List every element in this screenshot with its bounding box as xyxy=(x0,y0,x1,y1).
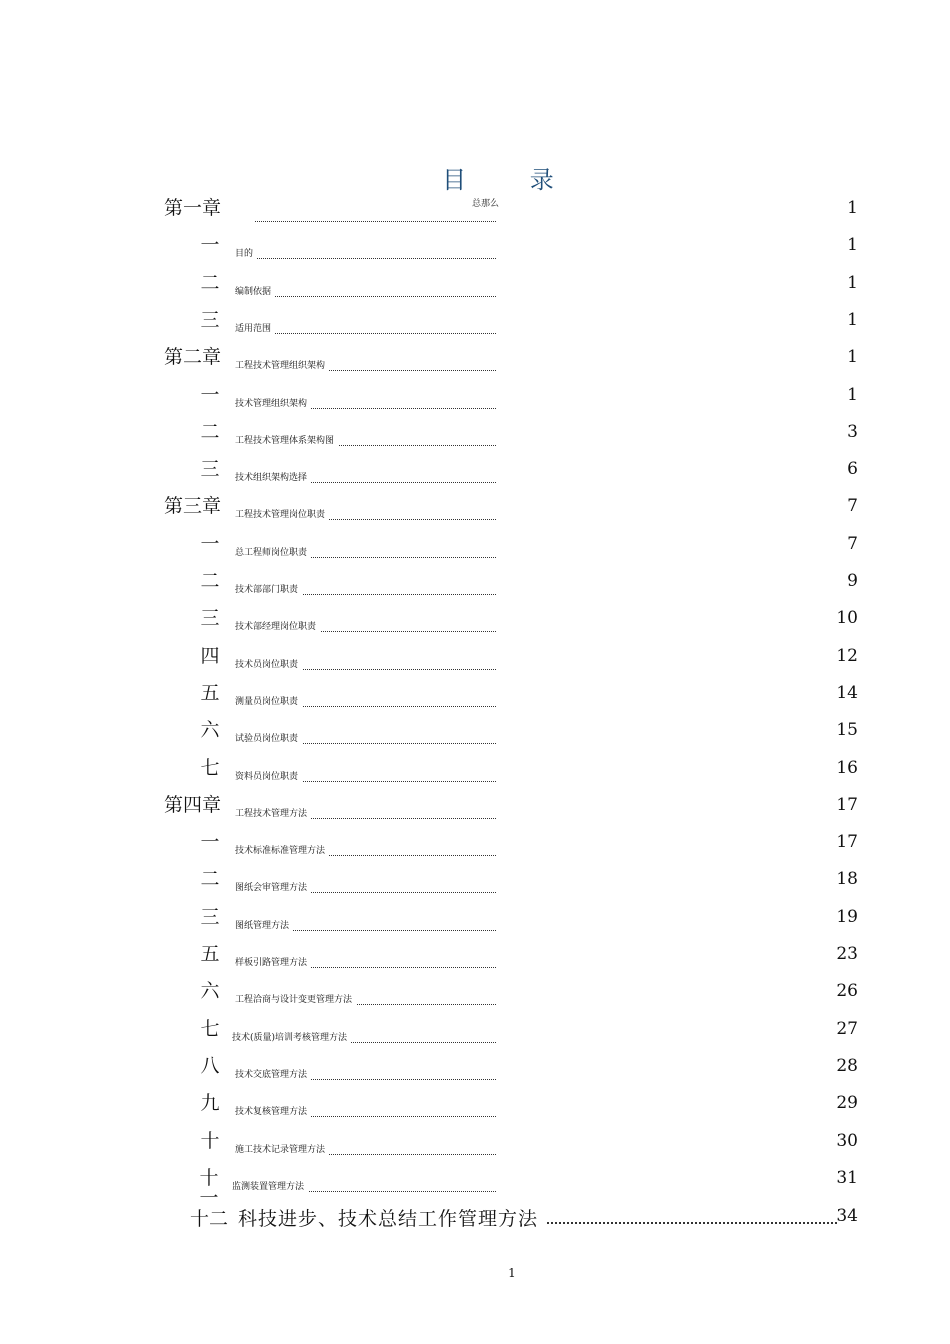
toc-entry[interactable] xyxy=(0,942,950,979)
toc-entry-page: 1 xyxy=(847,347,858,368)
toc-entry-page: 1 xyxy=(847,198,858,218)
toc-entry-page: 6 xyxy=(847,459,858,480)
toc-entry-page: 1 xyxy=(847,235,858,256)
toc-entry-page: 34 xyxy=(836,1206,858,1226)
toc-entry-page: 1 xyxy=(847,384,858,405)
toc-entry-number: 六 xyxy=(200,719,220,742)
toc-entry-page: 29 xyxy=(836,1093,858,1114)
toc-entry-number: 二 xyxy=(200,868,220,891)
toc-entry-number: 第二章 xyxy=(164,346,222,369)
toc-entry-label: 工程技术管理组织架构 xyxy=(235,361,329,372)
toc-entry[interactable] xyxy=(0,271,950,308)
toc-entry-label: 试验员岗位职责 xyxy=(235,734,302,745)
toc-entry[interactable] xyxy=(0,867,950,904)
toc-entry-page: 17 xyxy=(836,832,858,853)
toc-title: 目 录 xyxy=(442,166,582,194)
toc-entry-number: 三 xyxy=(200,458,220,481)
toc-entry-number: 十一 xyxy=(199,1166,219,1209)
toc-entry[interactable] xyxy=(0,830,950,867)
toc-entry-label: 工程洽商与设计变更管理方法 xyxy=(235,995,356,1006)
toc-entry-number: 八 xyxy=(200,1054,220,1077)
toc-entry-label: 总工程师岗位职责 xyxy=(235,548,311,559)
toc-entry-label: 工程技术管理岗位职责 xyxy=(235,510,329,521)
toc-entry-page: 3 xyxy=(847,421,858,442)
toc-entry-number: 二 xyxy=(200,420,220,443)
toc-entry-label: 科技进步、技术总结工作管理方法 xyxy=(238,1204,546,1231)
toc-subtitle: 总那么 xyxy=(472,199,500,209)
toc-entry-number: 三 xyxy=(200,308,220,331)
toc-entry-label: 技术交底管理方法 xyxy=(235,1070,311,1081)
toc-leader-dots xyxy=(255,333,496,334)
toc-entry[interactable] xyxy=(0,233,950,270)
toc-entry-page: 10 xyxy=(836,608,858,629)
toc-entry-page: 23 xyxy=(836,944,858,964)
toc-entry[interactable] xyxy=(0,1091,950,1128)
toc-entry-page: 28 xyxy=(836,1055,858,1076)
toc-entry-page: 7 xyxy=(847,533,858,554)
toc-entry[interactable] xyxy=(0,308,950,345)
toc-entry-number: 一 xyxy=(200,234,220,257)
toc-entry-page: 16 xyxy=(836,757,858,778)
toc-entry-number: 第一章 xyxy=(164,197,222,219)
toc-entry-page: 31 xyxy=(836,1167,858,1188)
toc-entry-label: 资料员岗位职责 xyxy=(235,772,302,783)
toc-entry[interactable] xyxy=(0,1017,950,1054)
toc-entry-page: 17 xyxy=(836,794,858,815)
toc-entry-label: 监测装置管理方法 xyxy=(232,1182,308,1193)
toc-entry[interactable] xyxy=(0,644,950,681)
toc-entry[interactable] xyxy=(0,718,950,755)
toc-entry[interactable] xyxy=(0,905,950,942)
toc-entry-label: 适用范围 xyxy=(235,324,275,335)
toc-entry-label: 技术复核管理方法 xyxy=(235,1107,311,1118)
toc-entry[interactable] xyxy=(0,793,950,830)
toc-entry-label: 技术标准标准管理方法 xyxy=(235,846,329,857)
toc-entry[interactable] xyxy=(0,756,950,793)
toc-entry[interactable] xyxy=(0,979,950,1016)
toc-entry-page: 7 xyxy=(847,496,858,517)
toc-entry-page: 15 xyxy=(836,720,858,741)
toc-entry-number: 三 xyxy=(200,607,220,630)
toc-entry[interactable] xyxy=(0,494,950,531)
toc-entry-label: 目的 xyxy=(235,249,257,260)
toc-entry-number: 二 xyxy=(200,570,220,592)
toc-entry-page: 12 xyxy=(836,645,858,666)
toc-entry-label: 技术组织架构选择 xyxy=(235,473,311,484)
toc-leader-dots xyxy=(535,1222,837,1224)
toc-entry-number: 五 xyxy=(200,943,220,965)
toc-entry[interactable] xyxy=(0,1166,950,1209)
toc-entry-label: 技术员岗位职责 xyxy=(235,660,302,671)
toc-entry-number: 第四章 xyxy=(164,793,222,816)
toc-entry[interactable] xyxy=(0,345,950,382)
toc-leader-dots xyxy=(255,221,496,222)
toc-leader-dots xyxy=(255,296,496,297)
toc-entry-page: 9 xyxy=(847,571,858,591)
toc-entry[interactable] xyxy=(0,383,950,420)
toc-entry[interactable] xyxy=(0,457,950,494)
toc-entry-number: 三 xyxy=(200,905,220,928)
toc-entry-number: 四 xyxy=(200,644,220,667)
toc-entry-number: 二 xyxy=(200,271,220,294)
toc-entry-label: 工程技术管理体系架构图 xyxy=(235,436,338,447)
toc-entry-label: 技术(质量)培训考核管理方法 xyxy=(232,1033,351,1044)
toc-entry-number: 七 xyxy=(200,756,220,779)
toc-entry[interactable] xyxy=(0,569,950,606)
toc-entry[interactable] xyxy=(0,1054,950,1091)
toc-entry-page: 19 xyxy=(836,906,858,927)
toc-entry-number: 一 xyxy=(200,532,220,555)
toc-entry-number: 第三章 xyxy=(164,495,222,518)
toc-entry[interactable] xyxy=(0,681,950,718)
toc-entry-label: 测量员岗位职责 xyxy=(235,697,302,708)
toc-entry-number: 六 xyxy=(200,980,220,1003)
toc-entry-label: 工程技术管理方法 xyxy=(235,809,311,820)
toc-entry-page: 1 xyxy=(847,309,858,330)
toc-entry-page: 18 xyxy=(836,869,858,890)
toc-entry-label: 图纸会审管理方法 xyxy=(235,883,311,894)
toc-entry-page: 1 xyxy=(847,272,858,293)
toc-entry-label: 编制依据 xyxy=(235,287,275,298)
toc-entry-number: 一 xyxy=(200,831,220,854)
toc-entry[interactable] xyxy=(0,1129,950,1166)
toc-entry-number: 七 xyxy=(200,1017,220,1040)
toc-entry-number: 五 xyxy=(200,681,220,704)
toc-entry-number: 一 xyxy=(200,383,220,406)
toc-entry-label: 技术部部门职责 xyxy=(235,585,302,596)
toc-entry-page: 30 xyxy=(836,1130,858,1151)
toc-entry[interactable] xyxy=(0,196,950,233)
toc-leader-dots xyxy=(255,258,496,259)
toc-entry-label: 样板引路管理方法 xyxy=(235,958,311,969)
toc-entry-number: 九 xyxy=(200,1092,220,1115)
toc-entry-page: 26 xyxy=(836,981,858,1002)
toc-entry-page: 14 xyxy=(836,682,858,703)
toc-entry-label: 技术部经理岗位职责 xyxy=(235,622,320,633)
toc-entry-label: 图纸管理方法 xyxy=(235,921,293,932)
toc-entry-last[interactable] xyxy=(0,1204,950,1234)
toc-entry-page: 27 xyxy=(836,1018,858,1039)
toc-entry[interactable] xyxy=(0,532,950,569)
toc-entry-label: 技术管理组织架构 xyxy=(235,399,311,410)
toc-entry-label: 施工技术记录管理方法 xyxy=(235,1145,329,1156)
toc-entry-number: 十二 xyxy=(190,1208,229,1230)
toc-entry[interactable] xyxy=(0,420,950,457)
toc-entry-number: 十 xyxy=(200,1129,220,1152)
page-number-footer: 1 xyxy=(508,1266,516,1280)
toc-entry[interactable] xyxy=(0,606,950,643)
